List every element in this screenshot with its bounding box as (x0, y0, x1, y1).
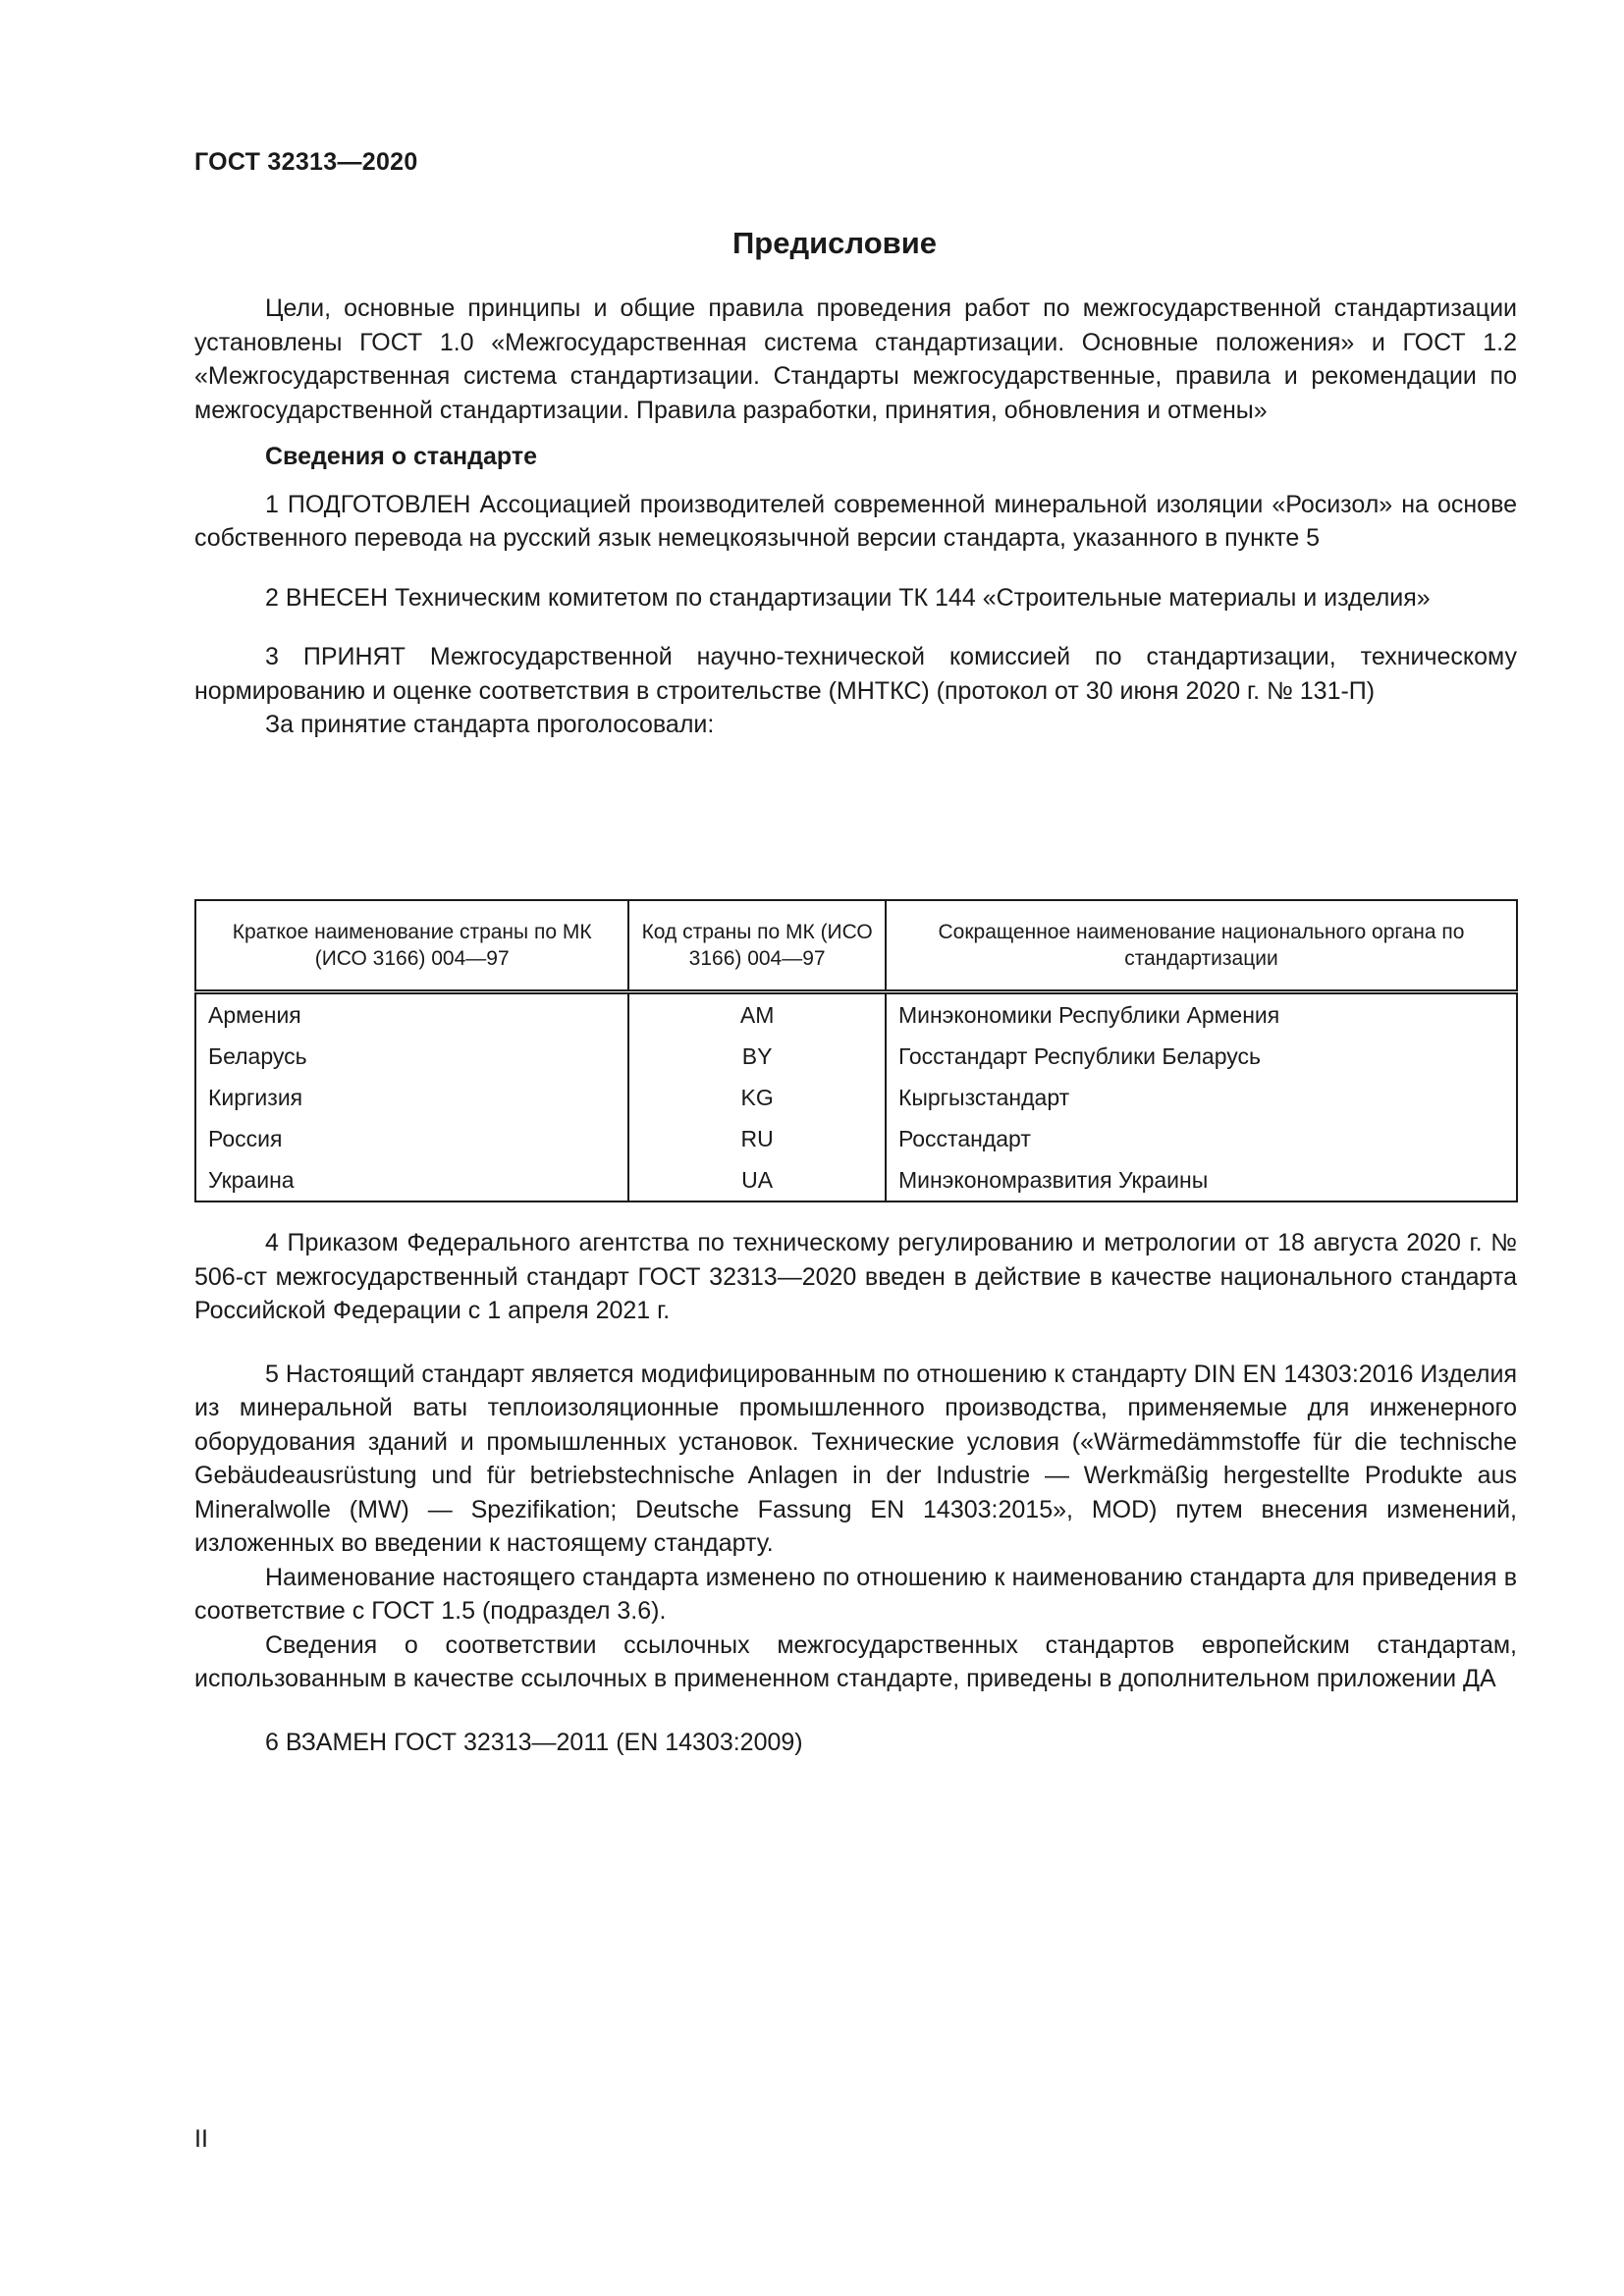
country-cell: Киргизия (195, 1077, 628, 1118)
item-5-paragraph: 5 Настоящий стандарт является модифицированным по отношению к стандарту DIN EN 14303:2016 Изделия из минеральной ваты теплоизоляционные промышленного производства, применяемые для инженерного оборудования зданий и промышленных установок. Технические условия («Wärmedämmstoffe für die technische Gebäudeausrüstung und für betriebstechnische Anlagen in der Industrie — Werkmäßig hergestellte Produkte aus Mineralwolle (MW) — Spezifikation; Deutsche Fassung EN 14303:2015», MOD) путем внесения изменений, изложенных во введении к настоящему стандарту. (194, 1360, 1517, 1557)
table-row (195, 992, 1517, 1037)
column-header-code: Код страны по МК (ИСО 3166) 004—97 (628, 900, 886, 992)
table-row (195, 1036, 1517, 1077)
code-cell: BY (628, 1036, 886, 1077)
country-cell: Украина (195, 1159, 628, 1201)
page-number: II (194, 2125, 208, 2153)
code-cell: KG (628, 1077, 886, 1118)
table-row (195, 1118, 1517, 1159)
item-3-paragraph: 3 ПРИНЯТ Межгосударственной научно-технической комиссией по стандартизации, техническому нормированию и оценке соответствия в строительстве (МНТКС) (протокол от 30 июня 2020 г. № 131-П) (194, 643, 1517, 705)
country-cell: Россия (195, 1118, 628, 1159)
code-cell: RU (628, 1118, 886, 1159)
intro-paragraph: Цели, основные принципы и общие правила проведения работ по межгосударственной стандартизации установлены ГОСТ 1.0 «Межгосударственная система стандартизации. Основные положения» и ГОСТ 1.2 «Межгосударственная система стандартизации. Стандарты межгосударственные, правила и рекомендации по межгосударственной стандартизации. Правила разработки, принятия, обновления и отмены» (194, 294, 1517, 424)
agency-cell: Минэкономразвития Украины (886, 1159, 1517, 1201)
item-6-paragraph: 6 ВЗАМЕН ГОСТ 32313—2011 (EN 14303:2009) (265, 1728, 803, 1756)
agency-cell: Росстандарт (886, 1118, 1517, 1159)
item-1-paragraph: 1 ПОДГОТОВЛЕН Ассоциацией производителей современной минеральной изоляции «Росизол» на основе собственного перевода на русский язык немецкоязычной версии стандарта, указанного в пункте 5 (194, 490, 1517, 552)
column-header-country: Краткое наименование страны по МК (ИСО 3166) 004—97 (195, 900, 628, 992)
country-cell: Армения (195, 992, 628, 1037)
foreword-body (194, 292, 1517, 742)
country-cell: Беларусь (195, 1036, 628, 1077)
code-cell: AM (628, 992, 886, 1037)
agency-cell: Госстандарт Республики Беларусь (886, 1036, 1517, 1077)
column-header-agency: Сокращенное наименование национального органа по стандартизации (886, 900, 1517, 992)
page-title: Предисловие (731, 226, 937, 260)
table-row (195, 1159, 1517, 1201)
foreword-body-continued (194, 1226, 1517, 1759)
code-cell: UA (628, 1159, 886, 1201)
item-2-paragraph: 2 ВНЕСЕН Техническим комитетом по стандартизации ТК 144 «Строительные материалы и изделия» (265, 583, 1431, 612)
voting-countries-table (194, 899, 1518, 1202)
table-row (195, 1077, 1517, 1118)
item-4-paragraph: 4 Приказом Федерального агентства по техническому регулированию и метрологии от 18 августа 2020 г. № 506-ст межгосударственный стандарт ГОСТ 32313—2020 введен в действие в качестве национального стандарта Российской Федерации с 1 апреля 2021 г. (194, 1229, 1517, 1324)
item-3-vote-line: За принятие стандарта проголосовали: (265, 711, 715, 738)
item-5-title-note: Наименование настоящего стандарта изменено по отношению к наименованию стандарта для приведения в соответствие с ГОСТ 1.5 (подраздел 3.6). (194, 1563, 1517, 1625)
item-5-references-note: Сведения о соответствии ссылочных межгосударственных стандартов европейским стандартам, использованным в качестве ссылочных в примененном стандарте, приведены в дополнительном приложении ДА (194, 1630, 1517, 1692)
agency-cell: Кыргызстандарт (886, 1077, 1517, 1118)
table-header-row (195, 900, 1517, 992)
document-number: ГОСТ 32313—2020 (194, 148, 418, 176)
agency-cell: Минэкономики Республики Армения (886, 992, 1517, 1037)
section-subheading: Сведения о стандарте (265, 443, 538, 470)
